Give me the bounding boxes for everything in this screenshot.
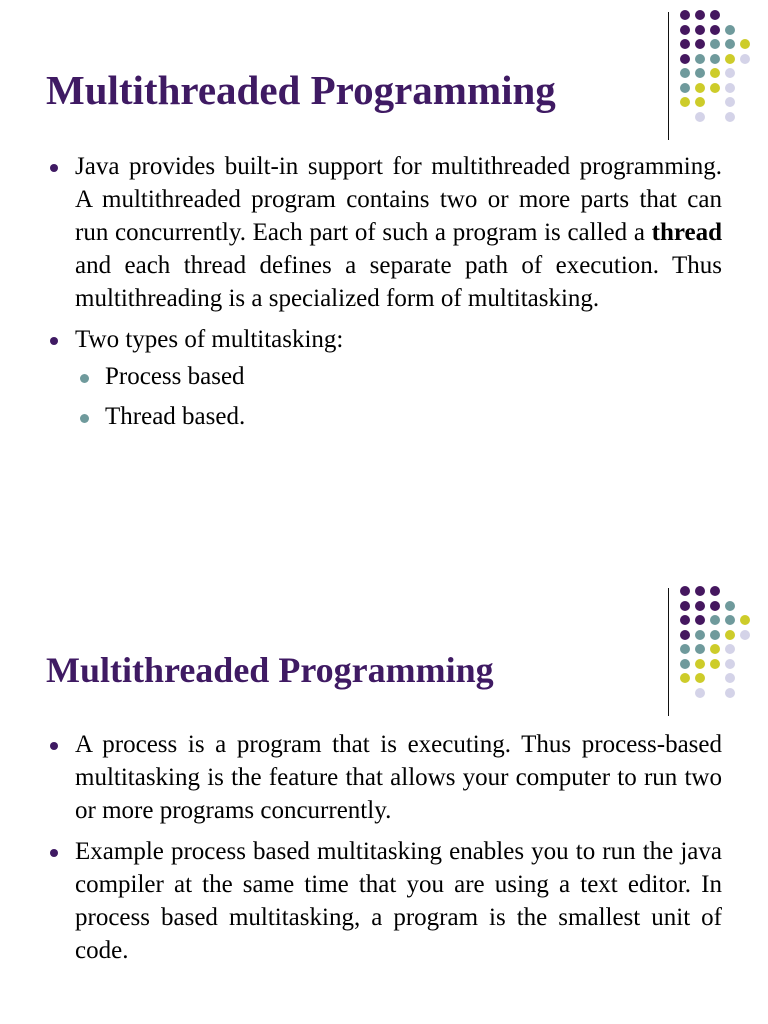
decorative-dot [695, 673, 705, 683]
bullet-item [44, 835, 722, 967]
decorative-dot [710, 586, 720, 596]
decorative-dot [725, 630, 735, 640]
decorative-dot [695, 83, 705, 93]
decorative-dot [740, 39, 750, 49]
decorative-dot [710, 68, 720, 78]
decorative-dot [695, 630, 705, 640]
decorative-dot [680, 39, 690, 49]
sub-bullet-dot-icon [80, 414, 89, 423]
slide-title: Multithreaded Programming [46, 650, 494, 690]
decorative-dot [710, 644, 720, 654]
decorative-dot [695, 688, 705, 698]
decorative-dot [695, 68, 705, 78]
bullet-item [44, 728, 722, 827]
decorative-dot [710, 615, 720, 625]
decorative-dot [695, 97, 705, 107]
decorative-dot [695, 25, 705, 35]
decorative-dot [725, 112, 735, 122]
decorative-dot [680, 68, 690, 78]
sub-bullet-item [75, 400, 722, 433]
slide-2 [0, 576, 768, 1024]
decorative-dot [680, 630, 690, 640]
decorative-dot [680, 673, 690, 683]
decorative-dot [695, 601, 705, 611]
decorative-dot [725, 39, 735, 49]
decorative-dot [710, 54, 720, 64]
bullet-item [44, 323, 722, 433]
sub-bullet-text: Thread based. [105, 403, 246, 430]
bullet-bold-term: thread [651, 219, 722, 246]
decorative-dot [695, 586, 705, 596]
decorative-dot [740, 630, 750, 640]
title-divider-line [668, 588, 669, 716]
bullet-list [44, 728, 722, 975]
decorative-dot [740, 54, 750, 64]
decorative-dot [725, 601, 735, 611]
decorative-dot [695, 39, 705, 49]
bullet-dot-icon [50, 849, 58, 857]
decorative-dot [680, 615, 690, 625]
decorative-dot [680, 586, 690, 596]
decorative-dot [725, 673, 735, 683]
slide-title: Multithreaded Programming [46, 67, 556, 113]
decorative-dot [725, 644, 735, 654]
decorative-dot [725, 83, 735, 93]
bullet-item [44, 150, 722, 315]
sub-bullet-list [75, 360, 722, 433]
decorative-dot-grid [680, 586, 760, 698]
bullet-text: A process is a program that is executing. Thus process-based multitasking is the feature that allows your computer to run two or more programs concurrently. [75, 731, 722, 824]
decorative-dot [710, 83, 720, 93]
decorative-dot [710, 630, 720, 640]
bullet-text-continued: and each thread defines a separate path of execution. Thus multithreading is a specialized form of multitasking. [75, 252, 722, 312]
decorative-dot [725, 615, 735, 625]
decorative-dot [725, 54, 735, 64]
title-divider-line [668, 12, 669, 140]
decorative-dot [680, 25, 690, 35]
decorative-dot-grid [680, 10, 760, 122]
bullet-list [44, 150, 722, 441]
decorative-dot [725, 68, 735, 78]
decorative-dot [725, 659, 735, 669]
decorative-dot [740, 615, 750, 625]
decorative-dot [680, 601, 690, 611]
bullet-dot-icon [50, 337, 58, 345]
bullet-text: Example process based multitasking enables you to run the java compiler at the same time that you are using a text editor. In process based multitasking, a program is the smallest unit of code. [75, 838, 722, 964]
sub-bullet-dot-icon [80, 374, 89, 383]
decorative-dot [680, 83, 690, 93]
sub-bullet-text: Process based [105, 363, 245, 390]
decorative-dot [710, 10, 720, 20]
decorative-dot [695, 615, 705, 625]
decorative-dot [680, 644, 690, 654]
decorative-dot [725, 25, 735, 35]
bullet-text: Java provides built-in support for multithreaded programming. A multithreaded program contains two or more parts that can run concurrently. Each part of such a program is called a [75, 153, 722, 246]
decorative-dot [725, 688, 735, 698]
decorative-dot [725, 97, 735, 107]
decorative-dot [695, 54, 705, 64]
bullet-text: Two types of multitasking: [75, 326, 344, 353]
decorative-dot [695, 112, 705, 122]
decorative-dot [710, 39, 720, 49]
decorative-dot [710, 659, 720, 669]
decorative-dot [695, 644, 705, 654]
bullet-dot-icon [50, 742, 58, 750]
decorative-dot [680, 10, 690, 20]
decorative-dot [680, 97, 690, 107]
bullet-dot-icon [50, 164, 58, 172]
sub-bullet-item [75, 360, 722, 393]
decorative-dot [695, 10, 705, 20]
decorative-dot [710, 601, 720, 611]
decorative-dot [710, 25, 720, 35]
decorative-dot [695, 659, 705, 669]
decorative-dot [680, 659, 690, 669]
decorative-dot [680, 54, 690, 64]
